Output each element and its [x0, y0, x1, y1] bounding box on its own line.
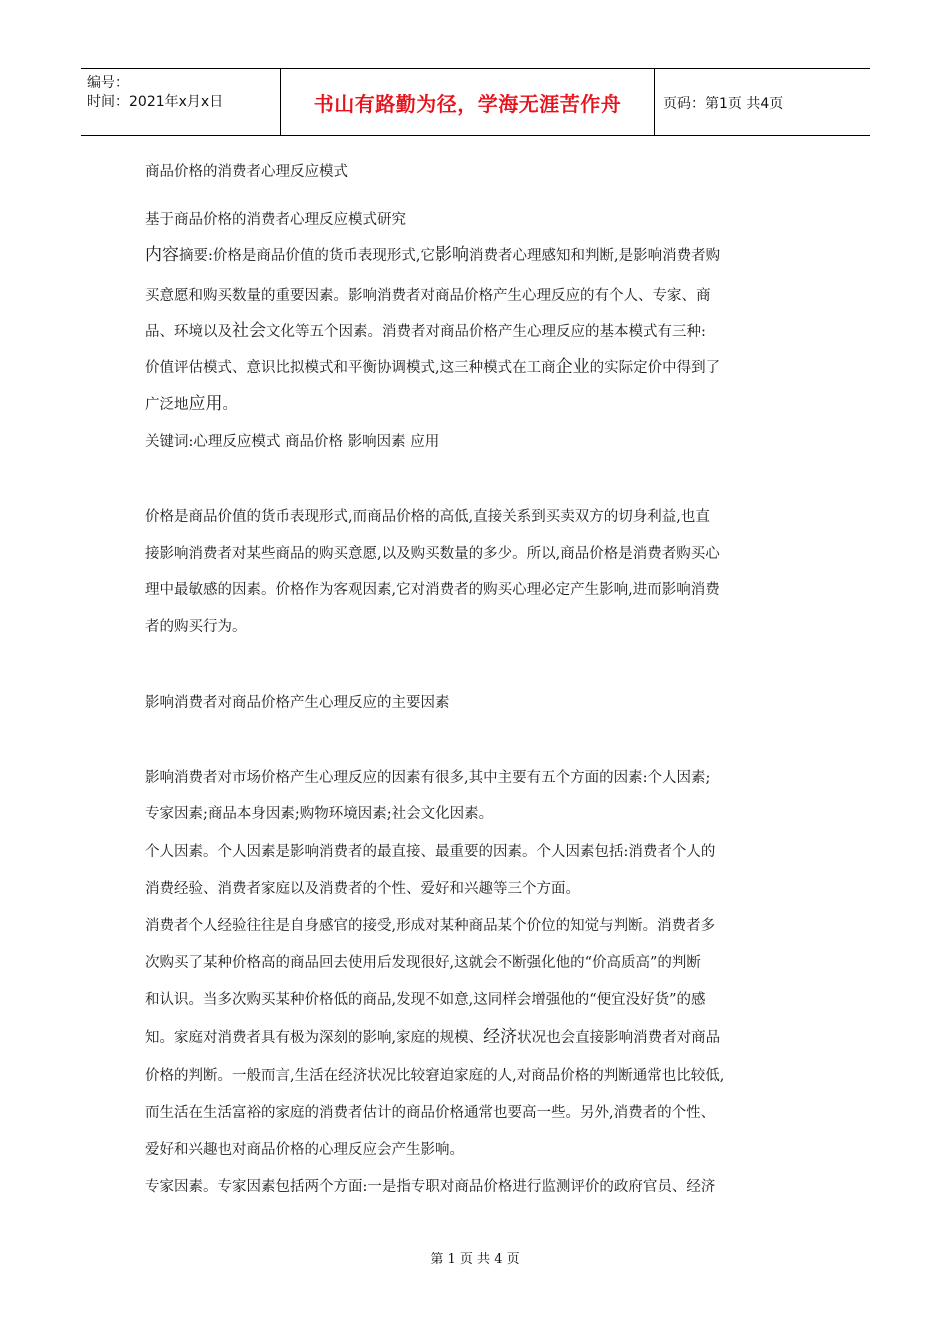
abstract-line: 品、环境以及社会文化等五个因素。消费者对商品价格产生心理反应的基本模式有三种: — [145, 321, 706, 341]
paragraph-line: 和认识。当多次购买某种价格低的商品,发现不如意,这同样会增强他的“便宜没好货”的感 — [145, 992, 706, 1008]
paragraph-line: 接影响消费者对某些商品的购买意愿,以及购买数量的多少。所以,商品价格是消费者购买心 — [145, 546, 720, 562]
page-footer: 第 1 页 共 4 页 — [430, 1252, 520, 1267]
number-label: 编号： — [87, 75, 129, 91]
document-subtitle: 基于商品价格的消费者心理反应模式研究 — [145, 212, 406, 228]
paragraph-line: 爱好和兴趣也对商品价格的心理反应会产生影响。 — [145, 1142, 464, 1158]
paragraph-line: 而生活在生活富裕的家庭的消费者估计的商品价格通常也要高一些。另外,消费者的个性、 — [145, 1105, 716, 1121]
paragraph-line: 价格是商品价值的货币表现形式,而商品价格的高低,直接关系到买卖双方的切身利益,也直 — [145, 509, 710, 525]
keywords: 关键词:心理反应模式 商品价格 影响因素 应用 — [145, 434, 440, 450]
paragraph-line: 个人因素。个人因素是影响消费者的最直接、最重要的因素。个人因素包括:消费者个人的 — [145, 844, 716, 860]
paragraph-line: 专家因素;商品本身因素;购物环境因素;社会文化因素。 — [145, 806, 494, 822]
abstract-line: 价值评估模式、意识比拟模式和平衡协调模式,这三种模式在工商企业的实际定价中得到了 — [145, 357, 721, 377]
header-motto: 书山有路勤为径，学海无涯苦作舟 — [281, 69, 655, 135]
paragraph-line: 价格的判断。一般而言,生活在经济状况比较窘迫家庭的人,对商品价格的判断通常也比较低, — [145, 1068, 725, 1084]
time-label: 时间：2021年x月x日 — [87, 94, 224, 110]
paragraph-line: 知。家庭对消费者具有极为深刻的影响,家庭的规模、经济状况也会直接影响消费者对商品 — [145, 1027, 721, 1047]
paragraph-line: 影响消费者对市场价格产生心理反应的因素有很多,其中主要有五个方面的因素:个人因素; — [145, 770, 711, 786]
paragraph-line: 者的购买行为。 — [145, 619, 247, 635]
paragraph-line: 消费经验、消费者家庭以及消费者的个性、爱好和兴趣等三个方面。 — [145, 881, 580, 897]
header-meta — [81, 69, 281, 135]
abstract-line: 广泛地应用。 — [145, 394, 237, 414]
page-header — [81, 68, 870, 136]
header-page-info: 页码：第1页 共4页 — [663, 96, 784, 112]
expert-paragraph: 专家因素。专家因素包括两个方面:一是指专职对商品价格进行监测评价的政府官员、经济 — [145, 1179, 716, 1195]
paragraph-line: 理中最敏感的因素。价格作为客观因素,它对消费者的购买心理必定产生影响,进而影响消费 — [145, 582, 720, 598]
abstract-label: 内容 — [145, 245, 179, 265]
document-title: 商品价格的消费者心理反应模式 — [145, 164, 348, 180]
paragraph-line: 消费者个人经验往往是自身感官的接受,形成对某种商品某个价位的知觉与判断。消费者多 — [145, 918, 716, 934]
section-heading: 影响消费者对商品价格产生心理反应的主要因素 — [145, 695, 450, 711]
abstract-line: 买意愿和购买数量的重要因素。影响消费者对商品价格产生心理反应的有个人、专家、商 — [145, 288, 711, 304]
abstract-line: 内容摘要:价格是商品价值的货币表现形式,它影响消费者心理感知和判断,是影响消费者购 — [145, 245, 721, 265]
paragraph-line: 次购买了某种价格高的商品回去使用后发现很好,这就会不断强化他的“价高质高”的判断 — [145, 955, 701, 971]
